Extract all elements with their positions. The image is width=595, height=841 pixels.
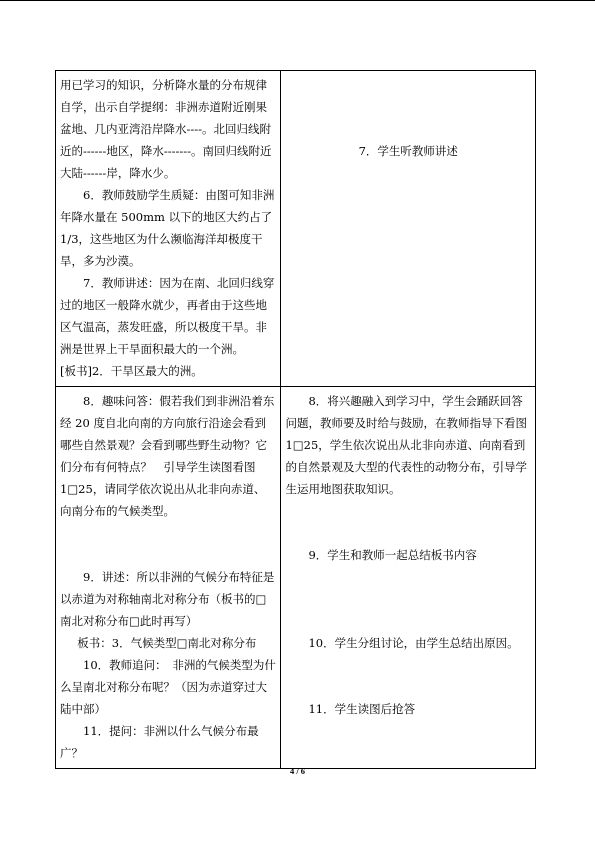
teacher-activity-cell [56,71,281,387]
student-step-11: 11．学生读图后抢答 [308,702,416,716]
student-step-8: 8．将兴趣融入到学习中，学生会踊跃回答问题，教师要及时给与鼓励，在教师指导下看图 1□25，学生依次说出从北非向赤道、向南看到的自然景观及大型的代表性的动物分布，引导学生运用地图获取知识。 [285,394,527,496]
table-row [56,387,536,769]
step-11-text: 11．提问：非洲以什么气候分布最广？ [60,724,259,760]
student-step-10: 10．学生分组讨论，由学生总结出原因。 [308,636,519,650]
student-activity-cell [281,387,536,769]
lesson-plan-table [55,70,536,769]
step-8-text: 8．趣味问答：假若我们到非洲沿着东经 20 度自北向南的方向旅行沿途会看到哪些自然景观？会看到哪些野生动物？它们分布有何特点？ 引导学生读图看图 1□25，请同学依次说出从北非向赤道、向南分布的气候类型。 [60,394,275,518]
header-rule [0,0,595,1]
step-10-text: 10．教师追问： 非洲的气候类型为什么呈南北对称分布呢？（因为赤道穿过大陆中部） [60,658,276,716]
student-activity-cell [281,71,536,387]
student-step-7: 7．学生听教师讲述 [358,144,458,158]
self-study-outline: 用已学习的知识，分析降水量的分布规律自学，出示自学提纲：非洲赤道附近刚果盆地、几内亚湾沿岸降水----。北回归线附近的------地区，降水-------。南回归线附近大陆------岸，降水少。 [60,78,272,180]
student-step-9: 9．学生和教师一起总结板书内容 [308,548,477,562]
table-row [56,71,536,387]
page-number: 4 / 6 [289,766,306,776]
blackboard-note-2: [板书]2．干旱区最大的洲。 [60,364,203,378]
step-7-text: 7．教师讲述：因为在南、北回归线穿过的地区一般降水就少，再者由于这些地区气温高，蒸发旺盛，所以极度干旱。非洲是世界上干旱面积最大的一个洲。 [60,276,275,356]
step-9-text: 9．讲述：所以非洲的气候分布特征是以赤道为对称轴南北对称分布（板书的□南北对称分布□此时再写） [60,570,275,628]
step-6-text: 6．教师鼓励学生质疑：由图可知非洲年降水量在 500mm 以下的地区大约占了 1/3，这些地区为什么濒临海洋却极度干旱，多为沙漠。 [60,188,275,268]
blackboard-note-3: 板书：3．气候类型□南北对称分布 [77,636,257,650]
teacher-activity-cell [56,387,281,769]
